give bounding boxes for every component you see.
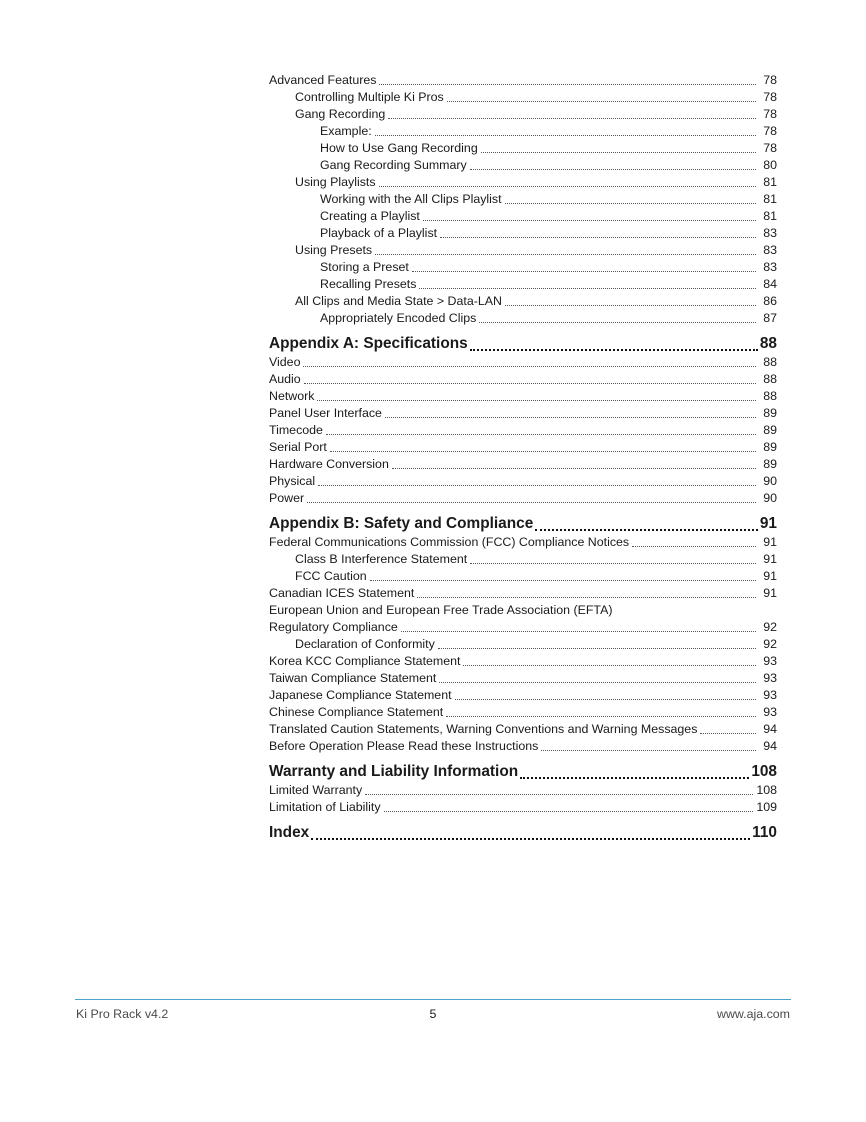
dot-leader	[385, 416, 756, 418]
entry-page: 78	[763, 141, 777, 155]
entry-title: Physical	[269, 474, 316, 488]
toc-entry[interactable]	[269, 585, 777, 602]
entry-page: 108	[756, 783, 777, 797]
dot-leader	[317, 399, 756, 401]
toc-entry[interactable]	[269, 422, 777, 439]
toc-entry[interactable]	[269, 687, 777, 704]
toc-entry[interactable]	[269, 439, 777, 456]
heading-page: 88	[759, 335, 777, 352]
dot-leader	[535, 528, 758, 531]
dot-leader	[520, 776, 749, 779]
dot-leader	[379, 185, 756, 187]
dot-leader	[318, 484, 756, 486]
toc-entry[interactable]	[269, 721, 777, 738]
entry-title: FCC Caution	[295, 569, 367, 583]
dot-leader	[541, 749, 756, 751]
dot-leader	[304, 382, 756, 384]
entry-title: Timecode	[269, 423, 323, 437]
toc-entry[interactable]	[269, 456, 777, 473]
toc-entry[interactable]	[269, 619, 777, 636]
toc-entry[interactable]	[269, 208, 777, 225]
entry-page: 88	[763, 389, 777, 403]
entry-title: Using Playlists	[295, 175, 376, 189]
dot-leader	[447, 100, 756, 102]
entry-title: Translated Caution Statements, Warning Conventions and Warning Messages	[269, 722, 698, 736]
entry-title: Appropriately Encoded Clips	[320, 311, 477, 325]
entry-title: Declaration of Conformity	[295, 637, 435, 651]
footer-divider	[75, 999, 791, 1000]
dot-leader	[470, 348, 758, 351]
entry-title: Gang Recording Summary	[320, 158, 467, 172]
toc-entry[interactable]	[269, 276, 777, 293]
entry-title: How to Use Gang Recording	[320, 141, 478, 155]
toc-entry[interactable]	[269, 259, 777, 276]
entry-title: Japanese Compliance Statement	[269, 688, 452, 702]
entry-page: 89	[763, 406, 777, 420]
toc-entry[interactable]	[269, 225, 777, 242]
entry-page: 88	[763, 355, 777, 369]
entry-title: Korea KCC Compliance Statement	[269, 654, 461, 668]
toc-entry[interactable]	[269, 636, 777, 653]
entry-title: All Clips and Media State > Data-LAN	[295, 294, 502, 308]
toc-entry[interactable]	[269, 293, 777, 310]
toc-entry[interactable]	[269, 490, 777, 507]
toc-entry[interactable]	[269, 140, 777, 157]
toc-entry[interactable]	[269, 602, 777, 619]
entry-title: Working with the All Clips Playlist	[320, 192, 502, 206]
entry-page: 83	[763, 243, 777, 257]
dot-leader	[375, 134, 756, 136]
entry-title: Limitation of Liability	[269, 800, 381, 814]
entry-title: Hardware Conversion	[269, 457, 389, 471]
entry-title: Limited Warranty	[269, 783, 363, 797]
dot-leader	[419, 287, 756, 289]
toc-entry[interactable]	[269, 72, 777, 89]
entry-page: 88	[763, 372, 777, 386]
toc-section-advanced-features	[269, 72, 777, 327]
heading-page: 91	[759, 515, 777, 532]
toc-section-appendix-a	[269, 354, 777, 507]
dot-leader	[307, 501, 756, 503]
toc-entry[interactable]	[269, 473, 777, 490]
dot-leader	[379, 83, 756, 85]
entry-title: Panel User Interface	[269, 406, 382, 420]
entry-page: 93	[763, 654, 777, 668]
toc-entry[interactable]	[269, 670, 777, 687]
entry-page: 81	[763, 192, 777, 206]
dot-leader	[326, 433, 756, 435]
entry-title: Advanced Features	[269, 73, 377, 87]
heading-page: 110	[752, 824, 777, 841]
toc-entry[interactable]	[269, 534, 777, 551]
heading-title: Index	[269, 824, 310, 841]
entry-title: Using Presets	[295, 243, 373, 257]
dot-leader	[388, 117, 756, 119]
entry-page: 89	[763, 440, 777, 454]
entry-title: Canadian ICES Statement	[269, 586, 415, 600]
dot-leader	[384, 810, 754, 812]
dot-leader	[440, 236, 756, 238]
dot-leader	[439, 681, 756, 683]
entry-title: European Union and European Free Trade Association (EFTA)	[269, 603, 613, 617]
entry-title: Recalling Presets	[320, 277, 417, 291]
dot-leader	[470, 168, 756, 170]
dot-leader	[446, 715, 756, 717]
footer-website[interactable]: www.aja.com	[717, 1007, 790, 1021]
entry-title: Video	[269, 355, 301, 369]
toc-entry[interactable]	[269, 191, 777, 208]
dot-leader	[455, 698, 756, 700]
entry-page: 83	[763, 226, 777, 240]
toc-heading-index[interactable]	[269, 823, 777, 843]
entry-title: Network	[269, 389, 315, 403]
entry-title: Taiwan Compliance Statement	[269, 671, 437, 685]
entry-page: 84	[763, 277, 777, 291]
toc-entry[interactable]	[269, 799, 777, 816]
entry-title: Playback of a Playlist	[320, 226, 438, 240]
entry-title: Power	[269, 491, 305, 505]
entry-page: 87	[763, 311, 777, 325]
entry-page: 81	[763, 175, 777, 189]
dot-leader	[505, 202, 756, 204]
footer-product: Ki Pro Rack v4.2	[76, 1007, 169, 1021]
entry-title: Storing a Preset	[320, 260, 409, 274]
toc-entry[interactable]	[269, 123, 777, 140]
toc-entry[interactable]	[269, 89, 777, 106]
entry-title: Before Operation Please Read these Instructions	[269, 739, 539, 753]
heading-title: Appendix B: Safety and Compliance	[269, 515, 534, 532]
entry-title: Regulatory Compliance	[269, 620, 398, 634]
dot-leader	[417, 596, 756, 598]
dot-leader	[632, 545, 756, 547]
entry-title: Creating a Playlist	[320, 209, 420, 223]
toc-entry[interactable]	[269, 371, 777, 388]
entry-title: Federal Communications Commission (FCC) Compliance Notices	[269, 535, 630, 549]
dot-leader	[303, 365, 756, 367]
toc-entry[interactable]	[269, 242, 777, 259]
dot-leader	[412, 270, 756, 272]
footer-page-number: 5	[429, 1007, 437, 1021]
table-of-contents	[269, 72, 777, 843]
dot-leader	[438, 647, 756, 649]
dot-leader	[330, 450, 756, 452]
dot-leader	[401, 630, 756, 632]
entry-page: 91	[763, 569, 777, 583]
toc-entry[interactable]	[269, 704, 777, 721]
entry-page: 78	[763, 124, 777, 138]
dot-leader	[505, 304, 756, 306]
dot-leader	[375, 253, 756, 255]
dot-leader	[365, 793, 753, 795]
entry-page: 78	[763, 90, 777, 104]
entry-title: Serial Port	[269, 440, 327, 454]
entry-page: 80	[763, 158, 777, 172]
heading-title: Appendix A: Specifications	[269, 335, 468, 352]
entry-page: 81	[763, 209, 777, 223]
toc-entry[interactable]	[269, 388, 777, 405]
toc-entry[interactable]	[269, 157, 777, 174]
entry-title: Controlling Multiple Ki Pros	[295, 90, 444, 104]
entry-page: 94	[763, 739, 777, 753]
entry-page: 86	[763, 294, 777, 308]
dot-leader	[311, 837, 750, 840]
heading-title: Warranty and Liability Information	[269, 763, 519, 780]
dot-leader	[392, 467, 756, 469]
toc-section-appendix-b	[269, 534, 777, 755]
entry-page: 89	[763, 457, 777, 471]
dot-leader	[423, 219, 756, 221]
entry-page: 89	[763, 423, 777, 437]
toc-entry[interactable]	[269, 106, 777, 123]
toc-heading-appendix-b[interactable]	[269, 514, 777, 534]
dot-leader	[370, 579, 756, 581]
toc-entry[interactable]	[269, 738, 777, 755]
entry-page: 92	[763, 620, 777, 634]
dot-leader	[481, 151, 756, 153]
entry-page: 91	[763, 535, 777, 549]
toc-heading-warranty[interactable]	[269, 762, 777, 782]
entry-page: 78	[763, 73, 777, 87]
entry-page: 91	[763, 552, 777, 566]
entry-page: 94	[763, 722, 777, 736]
toc-entry[interactable]	[269, 782, 777, 799]
heading-page: 108	[751, 763, 777, 780]
entry-page: 92	[763, 637, 777, 651]
toc-entry[interactable]	[269, 568, 777, 585]
toc-entry[interactable]	[269, 653, 777, 670]
toc-entry[interactable]	[269, 405, 777, 422]
dot-leader	[700, 732, 756, 734]
toc-heading-appendix-a[interactable]	[269, 334, 777, 354]
entry-title: Class B Interference Statement	[295, 552, 468, 566]
entry-title: Audio	[269, 372, 301, 386]
entry-page: 90	[763, 474, 777, 488]
toc-entry[interactable]	[269, 310, 777, 327]
toc-section-warranty	[269, 782, 777, 816]
entry-title: Chinese Compliance Statement	[269, 705, 444, 719]
dot-leader	[463, 664, 756, 666]
entry-title: Gang Recording	[295, 107, 386, 121]
entry-page: 91	[763, 586, 777, 600]
entry-page: 83	[763, 260, 777, 274]
entry-page: 93	[763, 688, 777, 702]
toc-entry[interactable]	[269, 551, 777, 568]
entry-page: 93	[763, 671, 777, 685]
entry-page: 109	[756, 800, 777, 814]
entry-page: 90	[763, 491, 777, 505]
entry-title: Example:	[320, 124, 372, 138]
dot-leader	[479, 321, 756, 323]
toc-entry[interactable]	[269, 354, 777, 371]
dot-leader	[470, 562, 756, 564]
entry-page: 78	[763, 107, 777, 121]
toc-entry[interactable]	[269, 174, 777, 191]
entry-page: 93	[763, 705, 777, 719]
